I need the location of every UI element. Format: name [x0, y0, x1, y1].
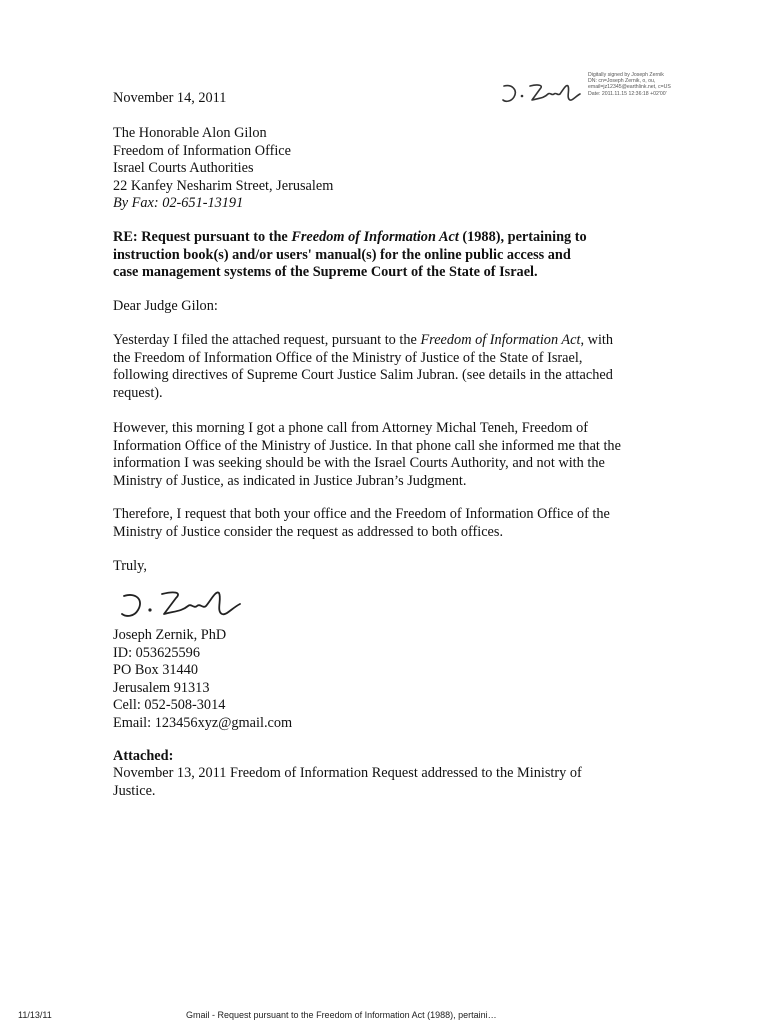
paragraph-line	[113, 332, 673, 350]
paragraph-text: Yesterday I filed the attached request, pursuant to the	[113, 332, 421, 348]
digital-signature-line: Digitally signed by Joseph Zernik	[588, 72, 664, 78]
paragraph-line: Therefore, I request that both your office and the Freedom of Information Office of the	[113, 506, 610, 522]
subject-line-2: instruction book(s) and/or users' manual(s) for the online public access and	[113, 246, 571, 263]
digital-signature-line: email=jz12345@earthlink.net, c=US	[588, 84, 671, 91]
attached-description	[113, 765, 673, 800]
recipient-line: Freedom of Information Office	[113, 142, 291, 159]
attached-line: November 13, 2011 Freedom of Information Request addressed to the Ministry of	[113, 765, 582, 781]
sender-line: Cell: 052-508-3014	[113, 697, 226, 713]
attached-line: Justice.	[113, 782, 156, 799]
paragraph-line: following directives of Supreme Court Justice Salim Jubran. (see details in the attached	[113, 367, 613, 383]
sender-line: Jerusalem 91313	[113, 679, 210, 696]
footer-title: Gmail - Request pursuant to the Freedom of Information Act (1988), pertaini…	[186, 1010, 497, 1020]
paragraph-3	[113, 506, 673, 541]
sender-line: Joseph Zernik, PhD	[113, 627, 227, 643]
recipient-line: 22 Kanfey Nesharim Street, Jerusalem	[113, 177, 334, 194]
digital-signature-line: Date: 2011.11.15 12:36:18 +02'00'	[588, 90, 667, 97]
act-name: Freedom of Information Act	[420, 332, 581, 348]
subject-line-3: case management systems of the Supreme Court of the State of Israel.	[113, 264, 538, 280]
paragraph-line: Information Office of the Ministry of Justice. In that phone call she informed me that the	[113, 437, 621, 454]
sender-contact-block	[113, 627, 673, 732]
paragraph-text: , with	[580, 332, 614, 348]
paragraph-line: information I was seeking should be with the Israel Courts Authority, and not with the	[113, 455, 605, 471]
paragraph-line: the Freedom of Information Office of the Ministry of Justice of the State of Israel,	[113, 349, 583, 366]
salutation: Dear Judge Gilon:	[113, 298, 218, 314]
subject-text: RE: Request pursuant to the	[113, 229, 292, 245]
paragraph-line: However, this morning I got a phone call from Attorney Michal Teneh, Freedom of	[113, 420, 589, 436]
subject-line-1	[113, 229, 673, 247]
signature-scribble-icon	[118, 584, 248, 624]
sender-line: ID: 053625596	[113, 644, 200, 661]
paragraph-1	[113, 332, 673, 402]
paragraph-line: Ministry of Justice, as indicated in Justice Jubran’s Judgment.	[113, 472, 467, 489]
recipient-address	[113, 125, 673, 213]
paragraph-line: Ministry of Justice consider the request as addressed to both offices.	[113, 523, 504, 540]
recipient-line: Israel Courts Authorities	[113, 160, 254, 176]
digital-signature-line: DN: cn=Joseph Zernik, o, ou,	[588, 78, 656, 85]
attached-heading: Attached:	[113, 748, 174, 764]
subject-act-name: Freedom of Information Act	[291, 229, 459, 245]
paragraph-2	[113, 420, 673, 490]
recipient-line: The Honorable Alon Gilon	[113, 125, 267, 141]
letter-date: November 14, 2011	[113, 90, 227, 106]
fax-number: By Fax: 02-651-13191	[113, 195, 244, 211]
subject-text: (1988), pertaining to	[458, 229, 587, 245]
paragraph-line: request).	[113, 384, 163, 401]
sender-email: Email: 123456xyz@gmail.com	[113, 714, 293, 731]
sender-line: PO Box 31440	[113, 662, 198, 678]
closing: Truly,	[113, 558, 147, 574]
handwritten-signature	[118, 584, 248, 624]
footer-date: 11/13/11	[18, 1010, 52, 1020]
subject-line	[113, 229, 673, 282]
